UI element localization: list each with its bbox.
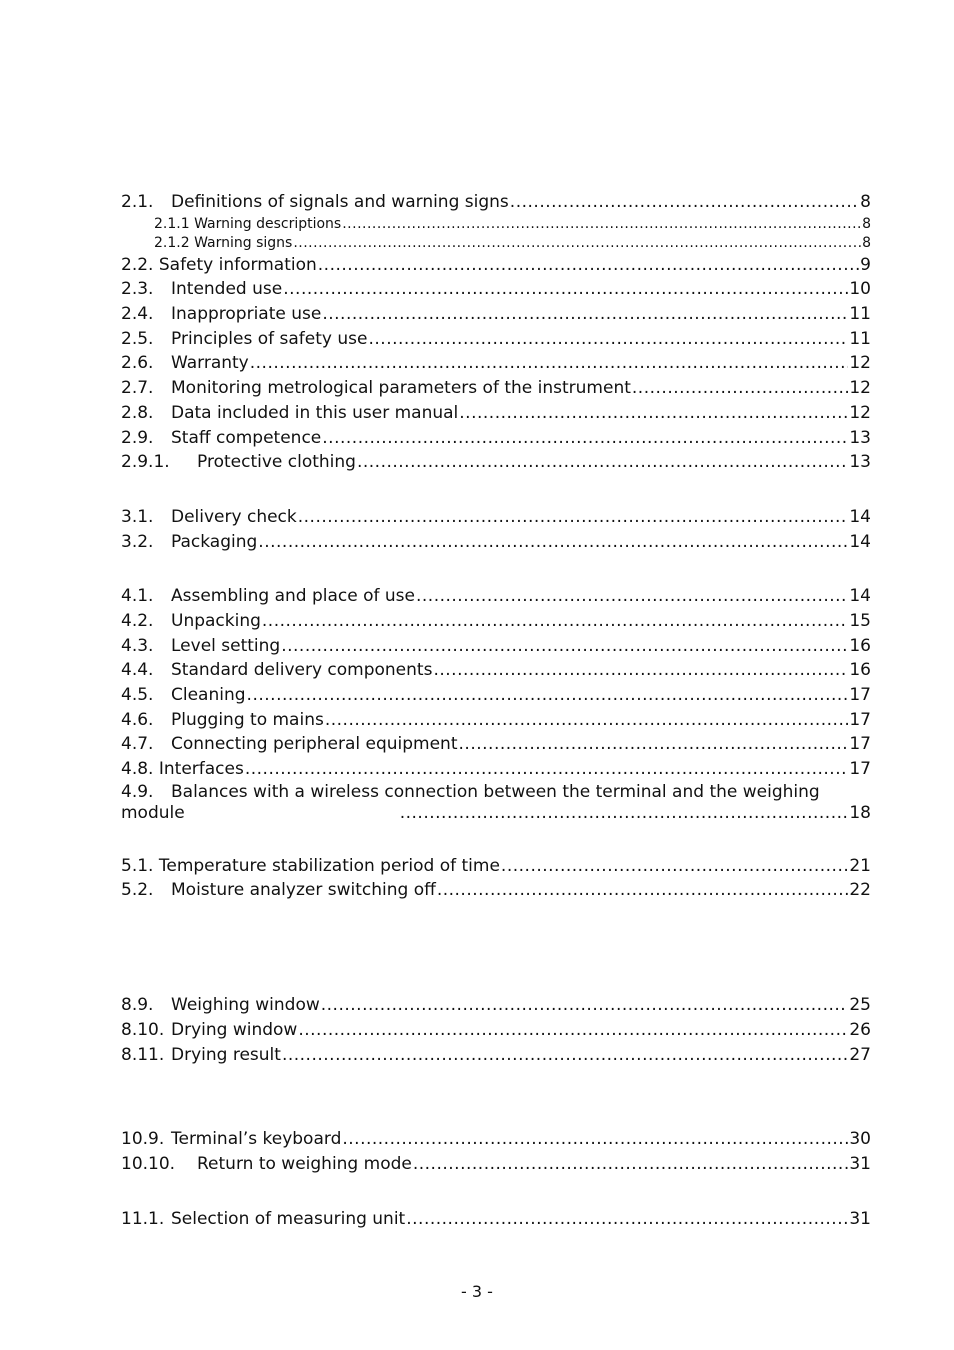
entry-page: 12 [849, 353, 871, 374]
dot-leader [298, 1018, 848, 1043]
toc-entry-wrapped[interactable] [121, 782, 871, 824]
dot-leader [413, 1152, 849, 1177]
toc-section-5 [121, 854, 871, 903]
dot-leader [459, 732, 849, 757]
entry-number: 4.8. [121, 759, 154, 780]
dot-leader [510, 190, 859, 215]
toc-entry[interactable] [121, 584, 871, 609]
toc-entry[interactable] [121, 732, 871, 757]
dot-leader [400, 803, 849, 824]
entry-page: 8 [860, 192, 871, 212]
entry-title: Drying result [171, 1044, 281, 1065]
entry-number: 2.1. [121, 192, 154, 212]
entry-number: 10.10. [121, 1153, 176, 1174]
entry-page: 8 [862, 215, 871, 232]
toc-entry[interactable] [121, 351, 871, 376]
entry-page: 9 [860, 254, 871, 275]
entry-title: Delivery check [171, 506, 297, 527]
entry-page: 18 [849, 802, 871, 823]
entry-title: Monitoring metrological parameters of the instrument [171, 378, 631, 399]
entry-title: Return to weighing mode [197, 1153, 412, 1174]
dot-leader [281, 634, 848, 659]
dot-leader [258, 530, 848, 555]
dot-leader [298, 505, 849, 530]
entry-number: 3.2. [121, 531, 154, 552]
entry-page: 16 [849, 635, 871, 656]
entry-page: 16 [849, 660, 871, 681]
dot-leader [632, 376, 848, 401]
entry-page: 17 [849, 709, 871, 730]
toc-entry[interactable] [121, 878, 871, 903]
toc-section-3 [121, 505, 871, 554]
toc-entry[interactable] [121, 708, 871, 733]
entry-title: Balances with a wireless connection between the terminal and the weighing [171, 781, 820, 802]
entry-title: Definitions of signals and warning signs [171, 192, 509, 212]
entry-number: 3.1. [121, 506, 154, 527]
toc-entry[interactable] [121, 1127, 871, 1152]
dot-leader [321, 993, 849, 1018]
entry-title: Safety information [158, 254, 317, 275]
toc-entry[interactable] [121, 609, 871, 634]
toc-entry[interactable] [121, 658, 871, 683]
entry-number: 2.7. [121, 378, 154, 399]
dot-leader [368, 327, 848, 352]
table-of-contents [121, 190, 871, 1231]
entry-number: 10.9. [121, 1129, 165, 1150]
entry-number: 4.9. [121, 781, 154, 802]
toc-entry[interactable] [121, 1043, 871, 1068]
toc-entry[interactable] [121, 190, 871, 215]
entry-page: 27 [849, 1044, 871, 1065]
entry-page: 12 [849, 402, 871, 423]
toc-section-4 [121, 584, 871, 824]
entry-page: 13 [849, 427, 871, 448]
entry-title: Interfaces [158, 759, 244, 780]
entry-page: 10 [849, 279, 871, 300]
entry-number: 2.8. [121, 402, 154, 423]
toc-section-8 [121, 993, 871, 1067]
toc-section-10 [121, 1127, 871, 1176]
entry-title: Terminal’s keyboard [171, 1129, 342, 1150]
toc-entry[interactable] [121, 376, 871, 401]
entry-number: 4.1. [121, 586, 154, 607]
dot-leader [247, 683, 849, 708]
dot-leader [342, 215, 861, 234]
entry-page: 17 [849, 685, 871, 705]
dot-leader [416, 584, 848, 609]
entry-page: 11 [849, 328, 871, 349]
toc-entry[interactable] [121, 530, 871, 555]
entry-title: Warranty [171, 353, 249, 374]
entry-page: 14 [849, 586, 871, 607]
entry-title: Unpacking [171, 610, 261, 631]
dot-leader [283, 277, 848, 302]
entry-title: Weighing window [171, 995, 320, 1016]
entry-title: Selection of measuring unit [171, 1208, 406, 1229]
toc-entry[interactable] [121, 401, 871, 426]
entry-number: 11.1. [121, 1208, 165, 1229]
entry-title: Plugging to mains [171, 709, 324, 730]
toc-section-2 [121, 190, 871, 475]
entry-number: 2.1.1 [154, 215, 190, 232]
entry-number: 2.9.1. [121, 452, 170, 473]
toc-entry[interactable] [121, 327, 871, 352]
dot-leader [293, 234, 861, 253]
entry-title: Level setting [171, 635, 281, 656]
entry-number: 2.6. [121, 353, 154, 374]
toc-entry[interactable] [121, 1152, 871, 1177]
entry-title-continued: module [121, 802, 185, 823]
entry-page: 12 [849, 378, 871, 399]
dot-leader [322, 302, 848, 327]
entry-page: 8 [862, 234, 871, 251]
toc-entry[interactable] [121, 277, 871, 302]
dot-leader [433, 658, 848, 683]
dot-leader [357, 450, 848, 475]
toc-entry[interactable] [121, 253, 871, 278]
dot-leader [282, 1043, 848, 1068]
toc-entry[interactable] [121, 683, 871, 708]
page-number-footer: - 3 - [461, 1282, 493, 1301]
entry-title: Temperature stabilization period of time [158, 855, 500, 876]
entry-number: 5.2. [121, 880, 154, 901]
entry-title: Cleaning [171, 685, 246, 705]
entry-title: Assembling and place of use [171, 586, 415, 607]
toc-entry[interactable] [121, 1207, 871, 1232]
dot-leader [325, 708, 849, 733]
toc-entry[interactable] [121, 302, 871, 327]
toc-section-11 [121, 1207, 871, 1232]
toc-entry[interactable] [121, 426, 871, 451]
dot-leader [250, 351, 849, 376]
entry-number: 4.7. [121, 734, 154, 755]
entry-number: 4.4. [121, 660, 154, 681]
entry-number: 8.10. [121, 1019, 165, 1040]
entry-page: 26 [849, 1019, 871, 1040]
toc-entry[interactable] [121, 234, 871, 253]
entry-page: 17 [849, 734, 871, 755]
toc-entry[interactable] [121, 450, 871, 475]
dot-leader [437, 878, 849, 903]
entry-page: 31 [849, 1208, 871, 1229]
toc-entry[interactable] [121, 854, 871, 879]
entry-page: 11 [849, 304, 871, 325]
entry-page: 21 [849, 855, 871, 876]
entry-title: Staff competence [171, 427, 322, 448]
dot-leader [406, 1207, 848, 1232]
entry-title: Warning signs [194, 234, 293, 251]
wrapped-line-2 [121, 803, 871, 824]
entry-page: 14 [849, 506, 871, 527]
toc-entry[interactable] [121, 505, 871, 530]
entry-title: Protective clothing [197, 452, 356, 473]
entry-number: 2.2. [121, 254, 154, 275]
entry-number: 4.2. [121, 610, 154, 631]
toc-entry[interactable] [121, 634, 871, 659]
entry-number: 4.5. [121, 685, 154, 705]
entry-number: 2.9. [121, 427, 154, 448]
entry-title: Connecting peripheral equipment [171, 734, 458, 755]
entry-number: 2.4. [121, 304, 154, 325]
entry-title: Packaging [171, 531, 258, 552]
entry-title: Drying window [171, 1019, 298, 1040]
entry-title: Principles of safety use [171, 328, 368, 349]
entry-title: Intended use [171, 279, 283, 300]
entry-number: 2.3. [121, 279, 154, 300]
entry-number: 5.1. [121, 855, 154, 876]
entry-page: 17 [849, 759, 871, 780]
entry-page: 14 [849, 531, 871, 552]
toc-entry[interactable] [121, 215, 871, 234]
dot-leader [245, 757, 849, 782]
entry-number: 8.9. [121, 995, 154, 1016]
entry-page: 22 [849, 880, 871, 901]
dot-leader [501, 854, 848, 879]
entry-title: Data included in this user manual [171, 402, 459, 423]
entry-number: 4.3. [121, 635, 154, 656]
dot-leader [342, 1127, 848, 1152]
entry-page: 13 [849, 452, 871, 473]
toc-entry[interactable] [121, 757, 871, 782]
entry-page: 15 [849, 610, 871, 631]
entry-page: 30 [849, 1129, 871, 1150]
toc-entry[interactable] [121, 993, 871, 1018]
entry-title: Inappropriate use [171, 304, 322, 325]
entry-number: 8.11. [121, 1044, 165, 1065]
toc-entry[interactable] [121, 1018, 871, 1043]
entry-page: 31 [849, 1153, 871, 1174]
entry-number: 2.5. [121, 328, 154, 349]
entry-title: Moisture analyzer switching off [171, 880, 436, 901]
entry-page: 25 [849, 995, 871, 1016]
entry-number: 4.6. [121, 709, 154, 730]
wrapped-line-1 [121, 782, 871, 803]
dot-leader [322, 426, 848, 451]
entry-number: 2.1.2 [154, 234, 190, 251]
entry-title: Warning descriptions [194, 215, 342, 232]
entry-title: Standard delivery components [171, 660, 433, 681]
dot-leader [262, 609, 848, 634]
dot-leader [318, 253, 859, 278]
dot-leader [459, 401, 848, 426]
